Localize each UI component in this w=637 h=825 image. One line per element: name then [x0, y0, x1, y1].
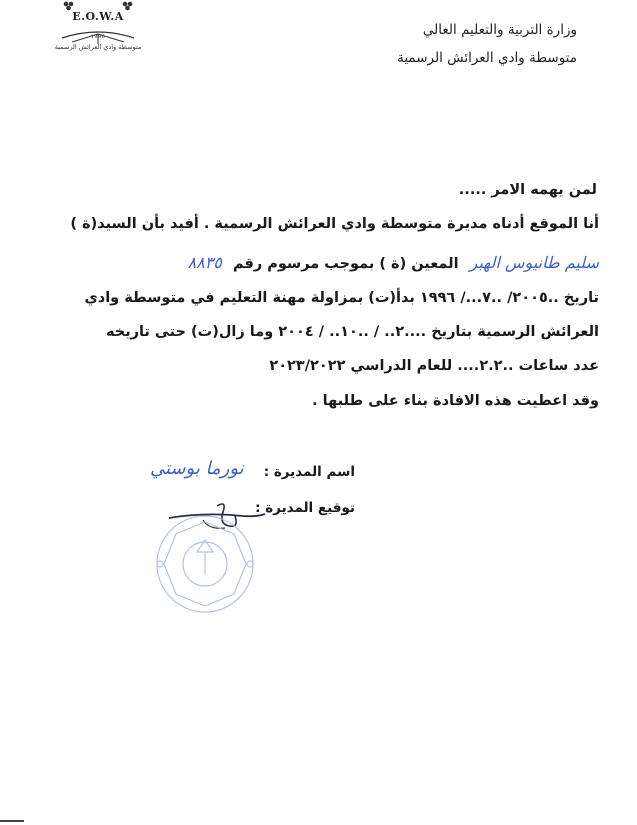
school-name: متوسطة وادي العرائش الرسمية — [397, 50, 577, 66]
appointed-text: المعين (ة ) بموجب مرسوم رقم — [232, 256, 459, 272]
body-line-3: تاريخ ..٢٠٠٥/ ..٧.../ ١٩٩٦ بدأ(ت) بمزاولة مهنة التعليم في متوسطة وادي — [84, 290, 599, 306]
signature-label: توقيع المديرة : — [255, 500, 355, 516]
ministry-name: وزارة التربية والتعليم العالي — [422, 22, 577, 38]
director-label: اسم المديرة : — [263, 464, 355, 480]
body-line-2 — [188, 253, 599, 272]
body-line-1: أنا الموقع أدناه مديرة متوسطة وادي العرائش الرسمية . أفيد بأن السيد(ة ) — [70, 216, 599, 232]
body-line-6: وقد اعطيت هذه الافادة بناء على طلبها . — [312, 393, 599, 409]
logo-caption: متوسطة وادي العرائش الرسمية — [54, 43, 142, 51]
school-stamp-icon — [150, 512, 260, 617]
decree-number: ٨٨٣٥ — [187, 253, 222, 272]
teacher-name: سليم طانيوس الهبر — [469, 253, 599, 272]
logo-abbrev: E.O.W.A — [72, 10, 124, 23]
scan-edge-mark — [0, 820, 24, 822]
body-line-4: العرائش الرسمية بتاريخ ....٢.. / ..١٠.. / ٢٠٠٤ وما زال(ت) حتى تاريخه — [105, 324, 599, 340]
logo-year: 1996 — [90, 34, 106, 40]
salutation: لمن يهمه الامر ..... — [458, 182, 597, 198]
school-logo — [52, 0, 144, 56]
body-line-5: عدد ساعات ..٢.٢.... للعام الدراسي ٢٠٢٣/٢٠٢٢ — [269, 358, 599, 374]
director-name: نورما بوستي — [150, 458, 244, 479]
